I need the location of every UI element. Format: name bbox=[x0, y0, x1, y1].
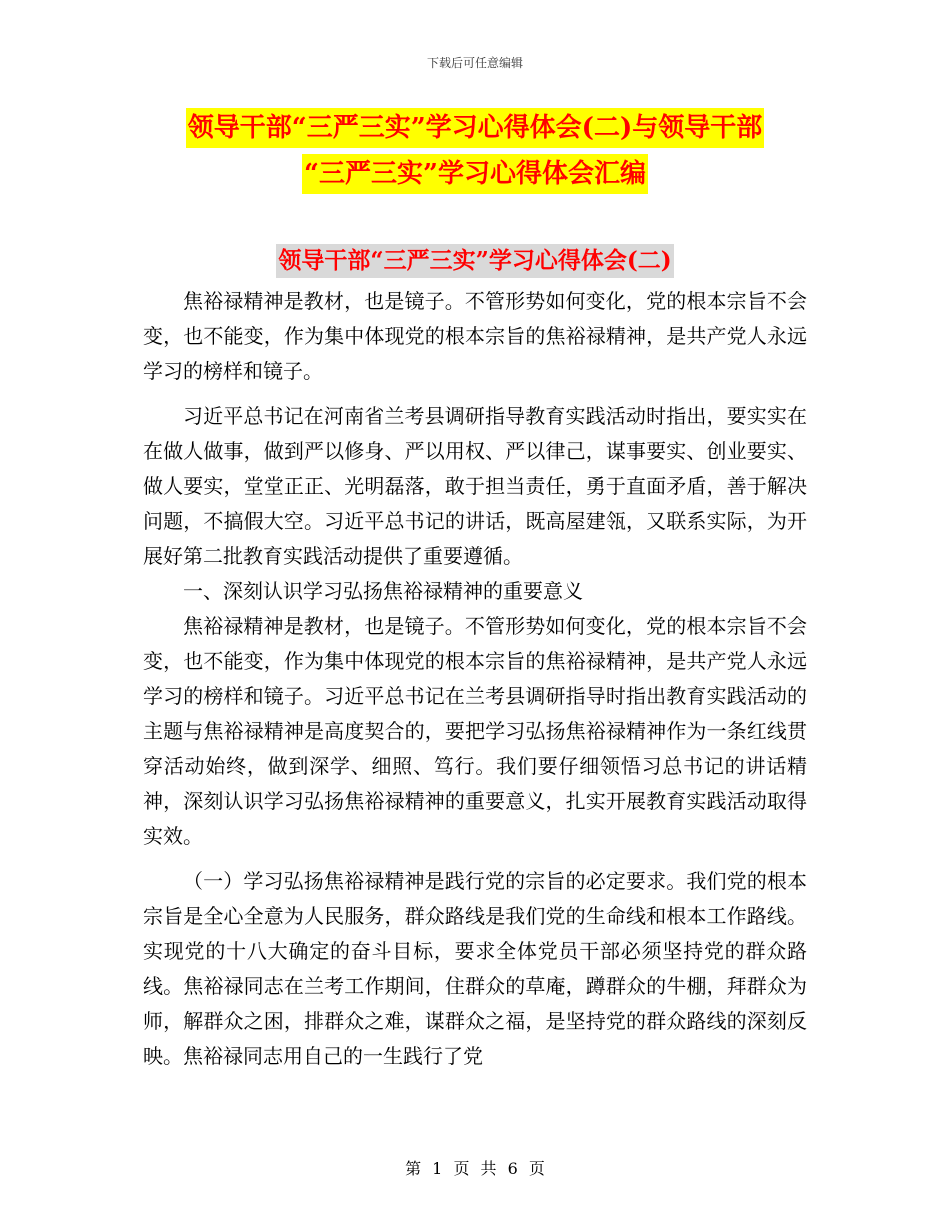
section-title-container bbox=[0, 244, 950, 278]
paragraph-4: （一）学习弘扬焦裕禄精神是践行党的宗旨的必定要求。我们党的根本宗旨是全心全意为人民服务，群众路线是我们党的生命线和根本工作路线。实现党的十八大确定的奋斗目标，要求全体党员干部必须坚持党的群众路线。焦裕禄同志在兰考工作期间，住群众的草庵，蹲群众的牛棚，拜群众为师，解群众之困，排群众之难，谋群众之福，是坚持党的群众路线的深刻反映。焦裕禄同志用自己的一生践行了党 bbox=[143, 869, 807, 1068]
body-text bbox=[143, 284, 807, 1074]
paragraph-2: 习近平总书记在河南省兰考县调研指导教育实践活动时指出，要实实在在做人做事，做到严以修身、严以用权、严以律己，谋事要实、创业要实、做人要实，堂堂正正、光明磊落，敢于担当责任，勇于直面矛盾，善于解决问题，不搞假大空。习近平总书记的讲话，既高屋建瓴，又联系实际，为开展好第二批教育实践活动提供了重要遵循。 bbox=[143, 404, 807, 568]
page-footer: 第 1 页 共 6 页 bbox=[405, 1159, 545, 1178]
title-line-1: 领导干部“三严三实”学习心得体会(二)与领导干部 bbox=[186, 108, 765, 148]
heading-paragraph: 一、深刻认识学习弘扬焦裕禄精神的重要意义 bbox=[183, 579, 583, 603]
document-title bbox=[0, 108, 950, 200]
paragraph-1: 焦裕禄精神是教材，也是镜子。不管形势如何变化，党的根本宗旨不会变，也不能变，作为集中体现党的根本宗旨的焦裕禄精神，是共产党人永远学习的榜样和镜子。 bbox=[143, 289, 807, 383]
page-header: 下载后可任意编辑 bbox=[426, 56, 523, 70]
title-line-2: “三严三实”学习心得体会汇编 bbox=[302, 154, 648, 194]
paragraph-3: 焦裕禄精神是教材，也是镜子。不管形势如何变化，党的根本宗旨不会变，也不能变，作为集中体现党的根本宗旨的焦裕禄精神，是共产党人永远学习的榜样和镜子。习近平总书记在兰考县调研指导时指出教育实践活动的主题与焦裕禄精神是高度契合的，要把学习弘扬焦裕禄精神作为一条红线贯穿活动始终，做到深学、细照、笃行。我们要仔细领悟习总书记的讲话精神，深刻认识学习弘扬焦裕禄精神的重要意义，扎实开展教育实践活动取得实效。 bbox=[143, 614, 807, 848]
section-title: 领导干部“三严三实”学习心得体会(二) bbox=[276, 244, 673, 278]
